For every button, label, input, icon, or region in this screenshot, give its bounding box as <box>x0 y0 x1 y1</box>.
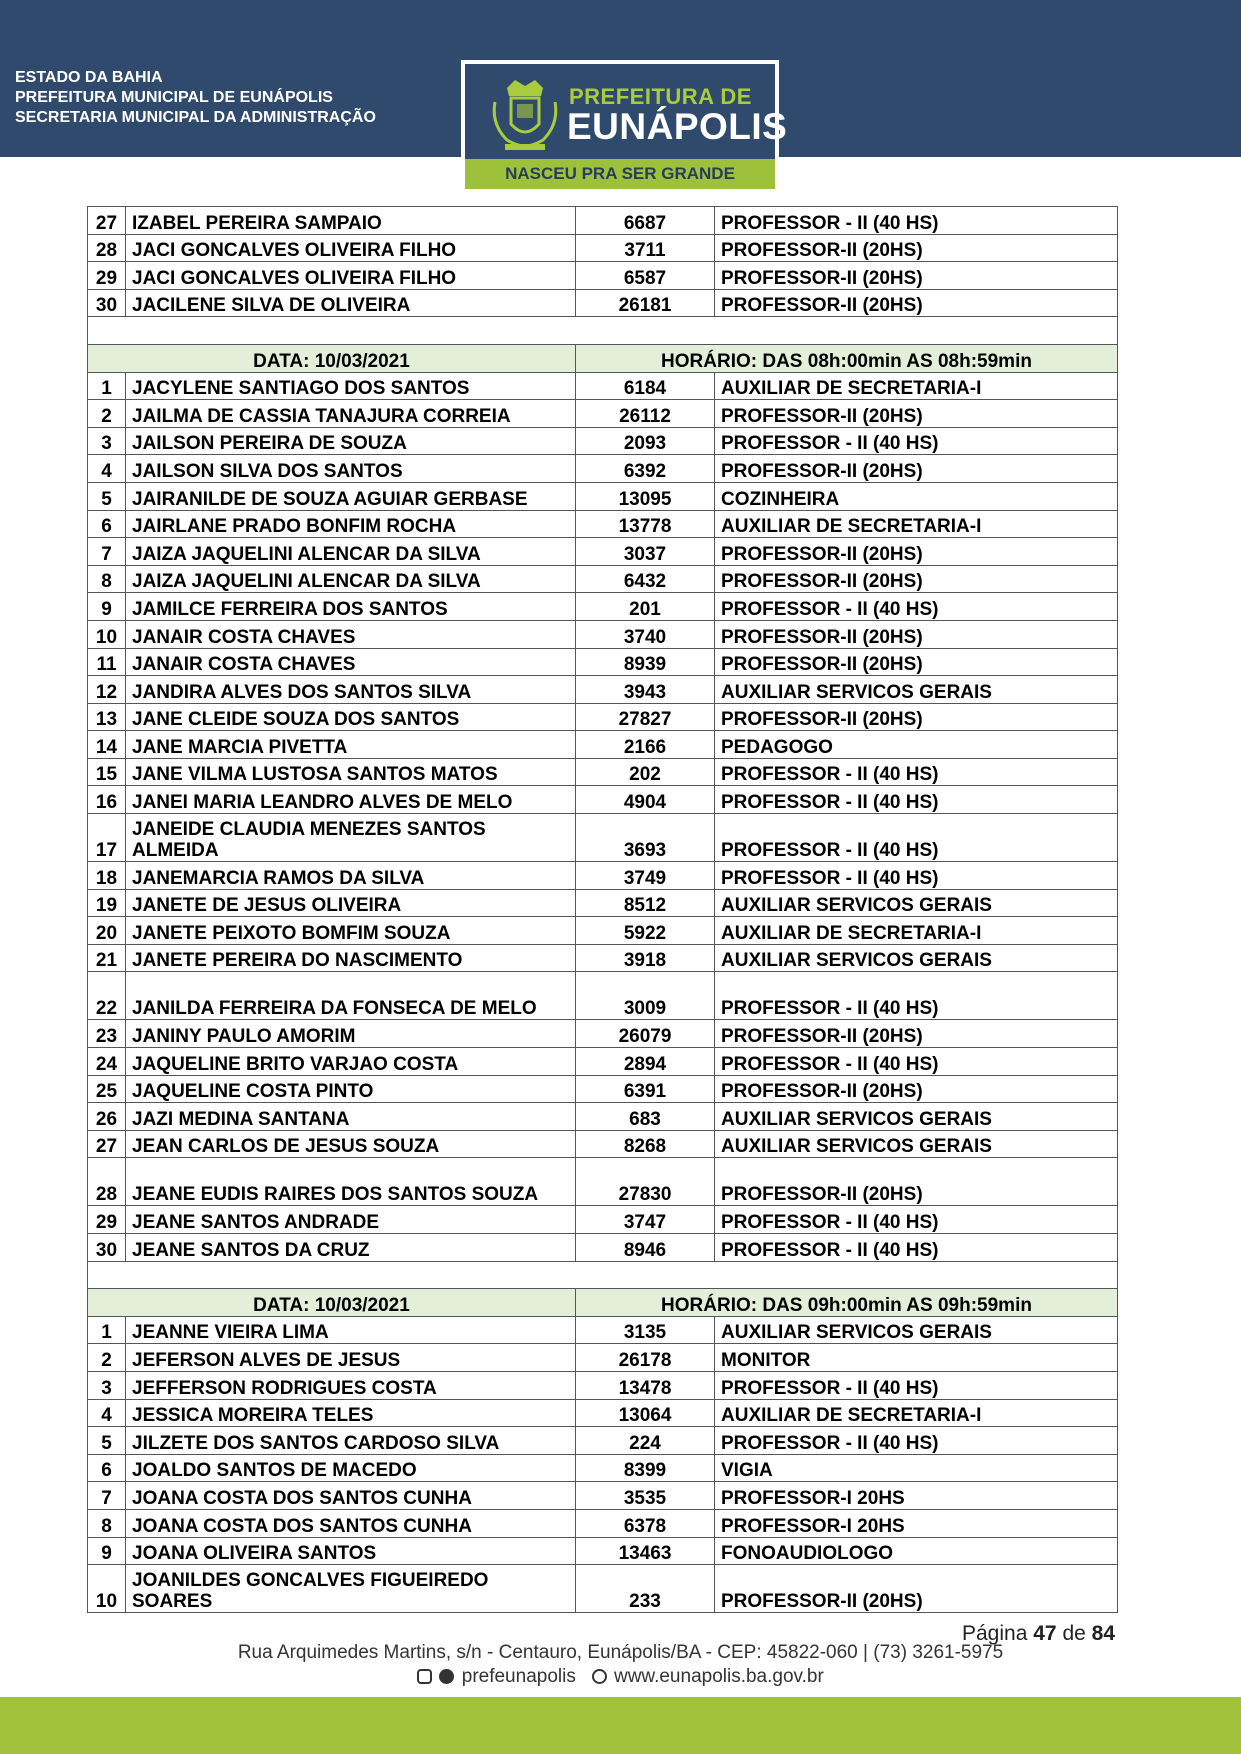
employee-name: JAZI MEDINA SANTANA <box>126 1103 576 1131</box>
schedule-header-row <box>88 344 1118 372</box>
employee-registration: 26079 <box>576 1020 715 1048</box>
employee-row <box>88 972 1118 1020</box>
header-line-prefecture: PREFEITURA MUNICIPAL DE EUNÁPOLIS <box>15 89 333 106</box>
employee-role: PROFESSOR - II (40 HS) <box>715 758 1118 786</box>
employee-registration: 2894 <box>576 1048 715 1076</box>
row-number: 30 <box>88 1234 126 1262</box>
spacer-cell <box>88 317 1118 345</box>
social-handle[interactable]: prefeunapolis <box>461 1666 576 1687</box>
row-number: 15 <box>88 758 126 786</box>
employee-role: PROFESSOR - II (40 HS) <box>715 786 1118 814</box>
employee-row <box>88 1316 1118 1344</box>
employee-role: PROFESSOR-II (20HS) <box>715 538 1118 566</box>
employee-name: JAILSON PEREIRA DE SOUZA <box>126 427 576 455</box>
employee-name: JANETE DE JESUS OLIVEIRA <box>126 889 576 917</box>
employee-row <box>88 1206 1118 1234</box>
employee-role: FONOAUDIOLOGO <box>715 1537 1118 1565</box>
employee-row <box>88 1565 1118 1613</box>
employee-registration: 3943 <box>576 676 715 704</box>
employee-registration: 3747 <box>576 1206 715 1234</box>
employee-row <box>88 1537 1118 1565</box>
spacer-cell <box>88 1261 1118 1289</box>
row-number: 16 <box>88 786 126 814</box>
globe-icon <box>592 1669 607 1684</box>
facebook-icon <box>439 1669 454 1684</box>
row-number: 11 <box>88 648 126 676</box>
employee-row <box>88 262 1118 290</box>
employee-schedule-table <box>87 206 1118 1613</box>
employee-role: AUXILIAR DE SECRETARIA-I <box>715 510 1118 538</box>
employee-registration: 8512 <box>576 889 715 917</box>
employee-registration: 3711 <box>576 234 715 262</box>
employee-row <box>88 889 1118 917</box>
row-number: 19 <box>88 889 126 917</box>
employee-name: JANDIRA ALVES DOS SANTOS SILVA <box>126 676 576 704</box>
row-number: 12 <box>88 676 126 704</box>
employee-row <box>88 648 1118 676</box>
employee-name: JEANE SANTOS DA CRUZ <box>126 1234 576 1262</box>
employee-registration: 13478 <box>576 1371 715 1399</box>
employee-role: PROFESSOR-II (20HS) <box>715 234 1118 262</box>
employee-row <box>88 1371 1118 1399</box>
employee-registration: 3740 <box>576 620 715 648</box>
row-number: 2 <box>88 1344 126 1372</box>
employee-registration: 3918 <box>576 944 715 972</box>
row-number: 20 <box>88 917 126 945</box>
employee-name: JACI GONCALVES OLIVEIRA FILHO <box>126 262 576 290</box>
employee-role: PROFESSOR-II (20HS) <box>715 1565 1118 1613</box>
employee-row <box>88 814 1118 862</box>
employee-row <box>88 703 1118 731</box>
employee-row <box>88 593 1118 621</box>
page-total: 84 <box>1091 1622 1115 1645</box>
employee-row <box>88 1075 1118 1103</box>
footer-social-links <box>0 1666 1241 1688</box>
employee-role: AUXILIAR DE SECRETARIA-I <box>715 372 1118 400</box>
page-current: 47 <box>1033 1622 1057 1645</box>
page-separator: de <box>1062 1622 1086 1645</box>
employee-name: JANILDA FERREIRA DA FONSECA DE MELO <box>126 972 576 1020</box>
employee-name: JILZETE DOS SANTOS CARDOSO SILVA <box>126 1427 576 1455</box>
employee-row <box>88 207 1118 235</box>
row-number: 4 <box>88 455 126 483</box>
employee-role: PROFESSOR-II (20HS) <box>715 262 1118 290</box>
employee-row <box>88 455 1118 483</box>
employee-registration: 6687 <box>576 207 715 235</box>
row-number: 24 <box>88 1048 126 1076</box>
employee-row <box>88 400 1118 428</box>
employee-role: AUXILIAR DE SECRETARIA-I <box>715 1399 1118 1427</box>
employee-registration: 13095 <box>576 482 715 510</box>
employee-role: PROFESSOR - II (40 HS) <box>715 1234 1118 1262</box>
employee-role: PEDAGOGO <box>715 731 1118 759</box>
employee-registration: 224 <box>576 1427 715 1455</box>
employee-name: JANETE PEIXOTO BOMFIM SOUZA <box>126 917 576 945</box>
schedule-date: DATA: 10/03/2021 <box>88 1289 576 1317</box>
employee-row <box>88 1427 1118 1455</box>
row-number: 6 <box>88 1454 126 1482</box>
header-line-state: ESTADO DA BAHIA <box>15 69 163 86</box>
employee-role: PROFESSOR-I 20HS <box>715 1509 1118 1537</box>
row-number: 28 <box>88 234 126 262</box>
row-number: 7 <box>88 1482 126 1510</box>
employee-role: COZINHEIRA <box>715 482 1118 510</box>
employee-row <box>88 1344 1118 1372</box>
employee-registration: 27827 <box>576 703 715 731</box>
employee-name: JEAN CARLOS DE JESUS SOUZA <box>126 1130 576 1158</box>
employee-registration: 3037 <box>576 538 715 566</box>
employee-row <box>88 1399 1118 1427</box>
employee-role: AUXILIAR SERVICOS GERAIS <box>715 676 1118 704</box>
employee-registration: 3135 <box>576 1316 715 1344</box>
logo-slogan: NASCEU PRA SER GRANDE <box>465 159 775 189</box>
employee-registration: 2093 <box>576 427 715 455</box>
employee-row <box>88 427 1118 455</box>
employee-registration: 201 <box>576 593 715 621</box>
employee-role: PROFESSOR - II (40 HS) <box>715 207 1118 235</box>
employee-registration: 8268 <box>576 1130 715 1158</box>
employee-row <box>88 1130 1118 1158</box>
row-number: 13 <box>88 703 126 731</box>
employee-registration: 3749 <box>576 862 715 890</box>
row-number: 10 <box>88 1565 126 1613</box>
employee-role: PROFESSOR-II (20HS) <box>715 1075 1118 1103</box>
employee-role: AUXILIAR SERVICOS GERAIS <box>715 944 1118 972</box>
employee-schedule-body <box>88 207 1118 1613</box>
employee-name: JESSICA MOREIRA TELES <box>126 1399 576 1427</box>
row-number: 27 <box>88 207 126 235</box>
employee-registration: 6391 <box>576 1075 715 1103</box>
employee-registration: 3535 <box>576 1482 715 1510</box>
employee-registration: 8399 <box>576 1454 715 1482</box>
employee-role: VIGIA <box>715 1454 1118 1482</box>
employee-role: MONITOR <box>715 1344 1118 1372</box>
employee-name: JAIZA JAQUELINI ALENCAR DA SILVA <box>126 538 576 566</box>
employee-row <box>88 289 1118 317</box>
instagram-icon <box>417 1669 432 1684</box>
employee-row <box>88 944 1118 972</box>
employee-name: IZABEL PEREIRA SAMPAIO <box>126 207 576 235</box>
employee-role: AUXILIAR SERVICOS GERAIS <box>715 1316 1118 1344</box>
employee-role: PROFESSOR - II (40 HS) <box>715 1206 1118 1234</box>
row-number: 8 <box>88 565 126 593</box>
employee-row <box>88 1234 1118 1262</box>
employee-name: JAQUELINE COSTA PINTO <box>126 1075 576 1103</box>
employee-row <box>88 1509 1118 1537</box>
employee-name: JOANILDES GONCALVES FIGUEIREDO SOARES <box>126 1565 576 1613</box>
employee-role: PROFESSOR - II (40 HS) <box>715 862 1118 890</box>
employee-registration: 5922 <box>576 917 715 945</box>
employee-row <box>88 510 1118 538</box>
employee-row <box>88 862 1118 890</box>
employee-name: JAIRANILDE DE SOUZA AGUIAR GERBASE <box>126 482 576 510</box>
employee-registration: 683 <box>576 1103 715 1131</box>
employee-registration: 26178 <box>576 1344 715 1372</box>
employee-row <box>88 482 1118 510</box>
employee-name: JOANA OLIVEIRA SANTOS <box>126 1537 576 1565</box>
row-number: 29 <box>88 1206 126 1234</box>
employee-row <box>88 1020 1118 1048</box>
employee-row <box>88 1158 1118 1206</box>
row-number: 1 <box>88 372 126 400</box>
employee-row <box>88 1454 1118 1482</box>
spacer-row <box>88 317 1118 345</box>
row-number: 8 <box>88 1509 126 1537</box>
employee-name: JAMILCE FERREIRA DOS SANTOS <box>126 593 576 621</box>
employee-registration: 13064 <box>576 1399 715 1427</box>
employee-registration: 202 <box>576 758 715 786</box>
employee-name: JANAIR COSTA CHAVES <box>126 620 576 648</box>
employee-name: JAILSON SILVA DOS SANTOS <box>126 455 576 483</box>
row-number: 7 <box>88 538 126 566</box>
row-number: 2 <box>88 400 126 428</box>
employee-name: JOALDO SANTOS DE MACEDO <box>126 1454 576 1482</box>
row-number: 9 <box>88 1537 126 1565</box>
employee-role: PROFESSOR - II (40 HS) <box>715 972 1118 1020</box>
employee-name: JANEMARCIA RAMOS DA SILVA <box>126 862 576 890</box>
employee-role: PROFESSOR - II (40 HS) <box>715 427 1118 455</box>
employee-name: JEFERSON ALVES DE JESUS <box>126 1344 576 1372</box>
row-number: 5 <box>88 1427 126 1455</box>
employee-row <box>88 1103 1118 1131</box>
employee-registration: 3009 <box>576 972 715 1020</box>
employee-registration: 3693 <box>576 814 715 862</box>
employee-role: PROFESSOR-II (20HS) <box>715 455 1118 483</box>
employee-role: AUXILIAR DE SECRETARIA-I <box>715 917 1118 945</box>
employee-name: JANE CLEIDE SOUZA DOS SANTOS <box>126 703 576 731</box>
employee-row <box>88 731 1118 759</box>
schedule-date: DATA: 10/03/2021 <box>88 344 576 372</box>
row-number: 29 <box>88 262 126 290</box>
employee-role: PROFESSOR - II (40 HS) <box>715 1427 1118 1455</box>
employee-name: JAQUELINE BRITO VARJAO COSTA <box>126 1048 576 1076</box>
employee-name: JOANA COSTA DOS SANTOS CUNHA <box>126 1482 576 1510</box>
logo-title-line1: PREFEITURA DE <box>569 84 752 109</box>
employee-name: JACILENE SILVA DE OLIVEIRA <box>126 289 576 317</box>
employee-name: JAIRLANE PRADO BONFIM ROCHA <box>126 510 576 538</box>
footer-address: Rua Arquimedes Martins, s/n - Centauro, Eunápolis/BA - CEP: 45822-060 | (73) 3261-5975 <box>237 1642 1004 1663</box>
employee-role: PROFESSOR-II (20HS) <box>715 400 1118 428</box>
employee-name: JAIZA JAQUELINI ALENCAR DA SILVA <box>126 565 576 593</box>
employee-registration: 8946 <box>576 1234 715 1262</box>
row-number: 17 <box>88 814 126 862</box>
employee-registration: 8939 <box>576 648 715 676</box>
employee-name: JANAIR COSTA CHAVES <box>126 648 576 676</box>
employee-role: PROFESSOR-II (20HS) <box>715 289 1118 317</box>
employee-row <box>88 917 1118 945</box>
row-number: 28 <box>88 1158 126 1206</box>
row-number: 10 <box>88 620 126 648</box>
employee-role: PROFESSOR - II (40 HS) <box>715 1371 1118 1399</box>
header-line-secretariat: SECRETARIA MUNICIPAL DA ADMINISTRAÇÃO <box>15 109 376 126</box>
employee-row <box>88 372 1118 400</box>
logo-title-line2: EUNÁPOLIS <box>567 106 788 147</box>
employee-row <box>88 1048 1118 1076</box>
row-number: 1 <box>88 1316 126 1344</box>
row-number: 21 <box>88 944 126 972</box>
employee-registration: 26181 <box>576 289 715 317</box>
employee-name: JACI GONCALVES OLIVEIRA FILHO <box>126 234 576 262</box>
employee-name: JEFFERSON RODRIGUES COSTA <box>126 1371 576 1399</box>
employee-row <box>88 786 1118 814</box>
employee-name: JAILMA DE CASSIA TANAJURA CORREIA <box>126 400 576 428</box>
header-institution-text <box>15 68 376 128</box>
employee-registration: 13463 <box>576 1537 715 1565</box>
employee-name: JANEIDE CLAUDIA MENEZES SANTOS ALMEIDA <box>126 814 576 862</box>
row-number: 9 <box>88 593 126 621</box>
employee-role: PROFESSOR-I 20HS <box>715 1482 1118 1510</box>
employee-role: PROFESSOR-II (20HS) <box>715 1020 1118 1048</box>
employee-row <box>88 620 1118 648</box>
employee-registration: 27830 <box>576 1158 715 1206</box>
row-number: 22 <box>88 972 126 1020</box>
employee-role: PROFESSOR-II (20HS) <box>715 1158 1118 1206</box>
employee-name: JACYLENE SANTIAGO DOS SANTOS <box>126 372 576 400</box>
employee-role: PROFESSOR - II (40 HS) <box>715 1048 1118 1076</box>
employee-role: PROFESSOR-II (20HS) <box>715 565 1118 593</box>
row-number: 6 <box>88 510 126 538</box>
employee-role: AUXILIAR SERVICOS GERAIS <box>715 889 1118 917</box>
row-number: 18 <box>88 862 126 890</box>
employee-registration: 6392 <box>576 455 715 483</box>
employee-name: JEANNE VIEIRA LIMA <box>126 1316 576 1344</box>
employee-row <box>88 758 1118 786</box>
row-number: 23 <box>88 1020 126 1048</box>
employee-role: PROFESSOR - II (40 HS) <box>715 593 1118 621</box>
employee-registration: 6432 <box>576 565 715 593</box>
employee-name: JOANA COSTA DOS SANTOS CUNHA <box>126 1509 576 1537</box>
employee-role: PROFESSOR - II (40 HS) <box>715 814 1118 862</box>
employee-row <box>88 234 1118 262</box>
employee-registration: 4904 <box>576 786 715 814</box>
employee-name: JANINY PAULO AMORIM <box>126 1020 576 1048</box>
employee-registration: 6587 <box>576 262 715 290</box>
employee-name: JEANE EUDIS RAIRES DOS SANTOS SOUZA <box>126 1158 576 1206</box>
row-number: 26 <box>88 1103 126 1131</box>
row-number: 5 <box>88 482 126 510</box>
city-crest-icon <box>487 74 563 154</box>
employee-name: JANE VILMA LUSTOSA SANTOS MATOS <box>126 758 576 786</box>
employee-registration: 26112 <box>576 400 715 428</box>
row-number: 30 <box>88 289 126 317</box>
employee-role: PROFESSOR-II (20HS) <box>715 620 1118 648</box>
employee-registration: 233 <box>576 1565 715 1613</box>
employee-name: JANETE PEREIRA DO NASCIMENTO <box>126 944 576 972</box>
prefeitura-logo <box>461 60 788 193</box>
row-number: 3 <box>88 1371 126 1399</box>
row-number: 3 <box>88 427 126 455</box>
row-number: 14 <box>88 731 126 759</box>
row-number: 27 <box>88 1130 126 1158</box>
employee-role: PROFESSOR-II (20HS) <box>715 703 1118 731</box>
employee-row <box>88 565 1118 593</box>
employee-name: JANEI MARIA LEANDRO ALVES DE MELO <box>126 786 576 814</box>
row-number: 25 <box>88 1075 126 1103</box>
employee-name: JANE MARCIA PIVETTA <box>126 731 576 759</box>
employee-registration: 6378 <box>576 1509 715 1537</box>
footer-band <box>0 1697 1241 1754</box>
employee-registration: 2166 <box>576 731 715 759</box>
employee-registration: 13778 <box>576 510 715 538</box>
page-label: Página <box>962 1622 1028 1645</box>
employee-role: AUXILIAR SERVICOS GERAIS <box>715 1130 1118 1158</box>
employee-role: AUXILIAR SERVICOS GERAIS <box>715 1103 1118 1131</box>
schedule-time: HORÁRIO: DAS 09h:00min AS 09h:59min <box>576 1289 1118 1317</box>
employee-row <box>88 676 1118 704</box>
spacer-row <box>88 1261 1118 1289</box>
logo-top-panel <box>465 64 788 159</box>
row-number: 4 <box>88 1399 126 1427</box>
employee-name: JEANE SANTOS ANDRADE <box>126 1206 576 1234</box>
employee-registration: 6184 <box>576 372 715 400</box>
employee-row <box>88 538 1118 566</box>
website-link[interactable]: www.eunapolis.ba.gov.br <box>613 1666 824 1687</box>
schedule-time: HORÁRIO: DAS 08h:00min AS 08h:59min <box>576 344 1118 372</box>
schedule-header-row <box>88 1289 1118 1317</box>
employee-row <box>88 1482 1118 1510</box>
employee-role: PROFESSOR-II (20HS) <box>715 648 1118 676</box>
